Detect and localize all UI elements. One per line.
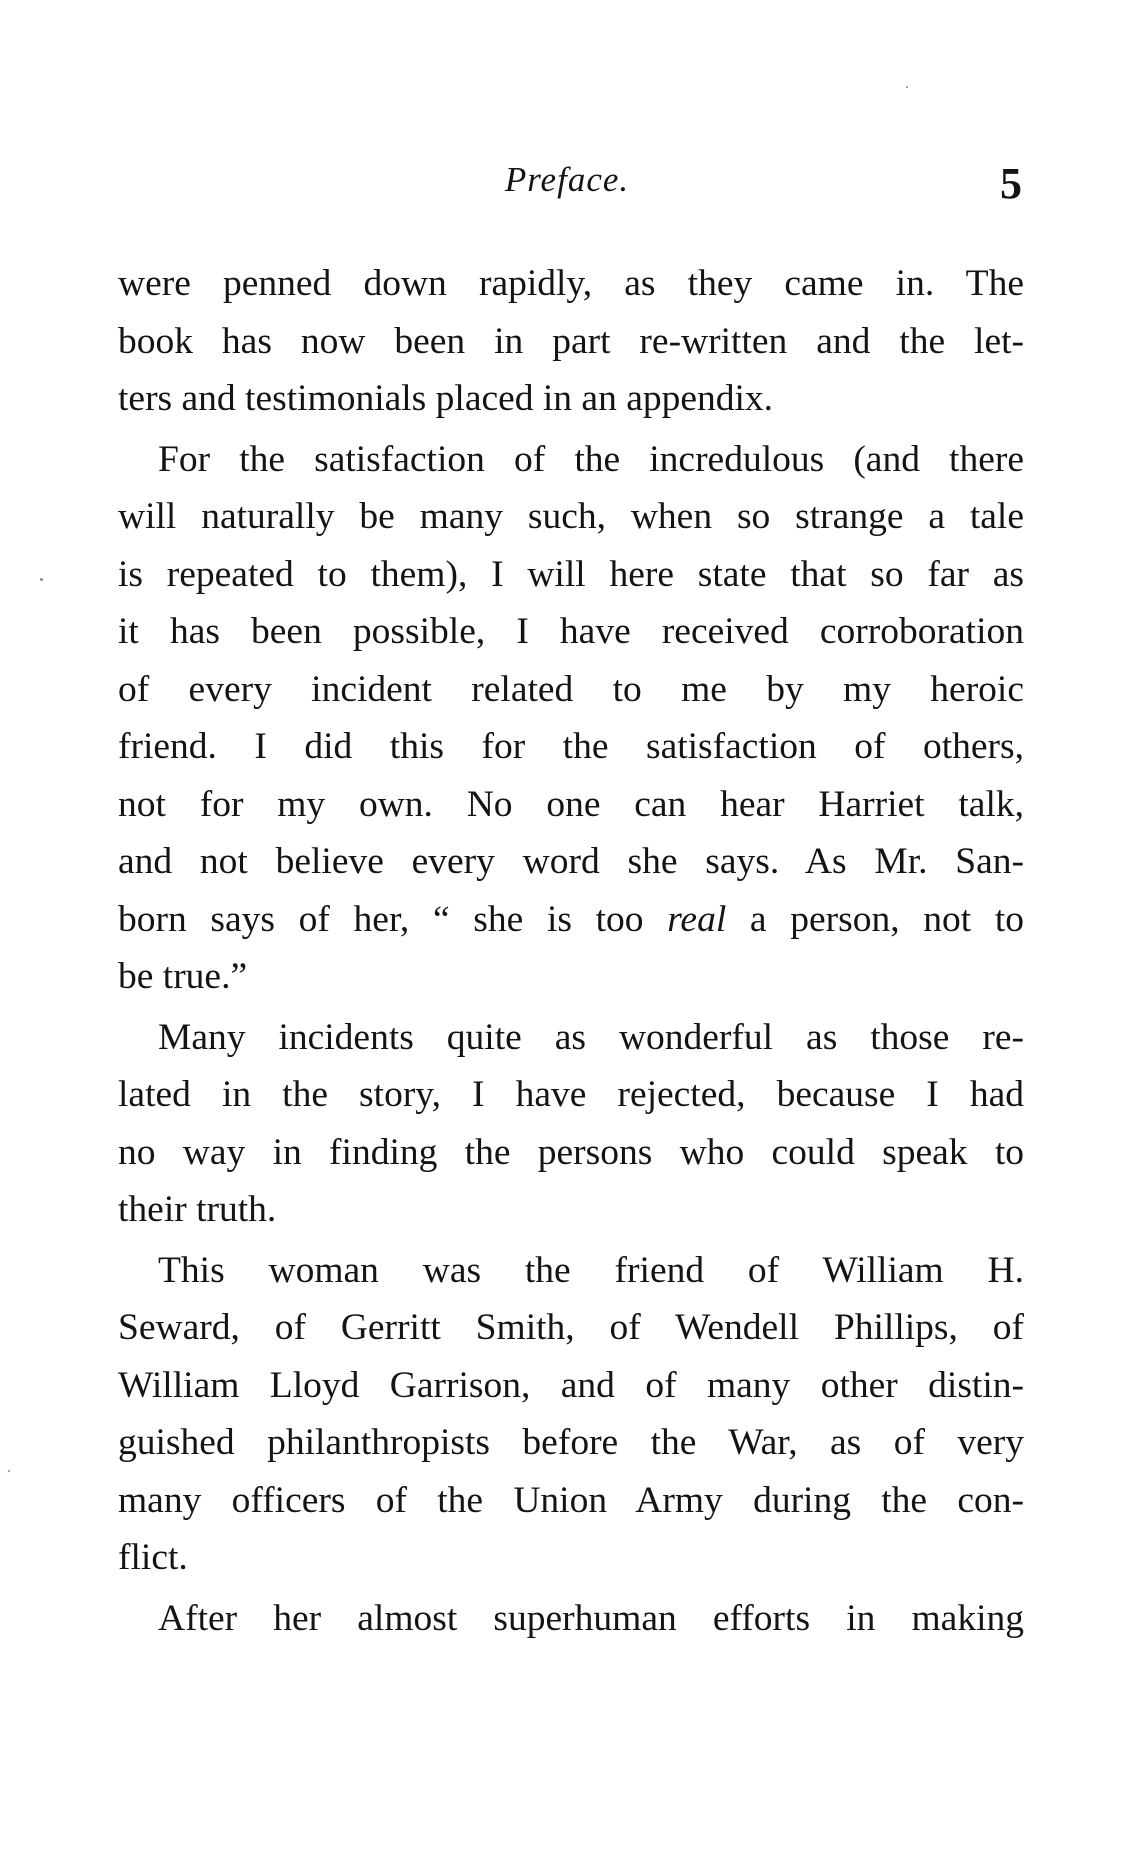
paragraph — [118, 255, 1024, 428]
text-line: book has now been in part re-written and the let- — [118, 320, 1024, 362]
body-text — [118, 255, 1024, 1647]
text-line: their truth. — [118, 1189, 277, 1230]
text-line: no way in finding the persons who could speak to — [118, 1131, 1024, 1173]
paragraph — [118, 1590, 1024, 1648]
emphasis-word: real — [667, 898, 727, 940]
text-line: After her almost superhuman efforts in making — [158, 1597, 1024, 1639]
page-number: 5 — [1000, 159, 1022, 208]
text-line: is repeated to them), I will here state that so far as — [118, 553, 1024, 595]
text-line-with-emphasis — [118, 891, 1024, 949]
quote-text-after: a person, not to — [726, 898, 1024, 940]
text-line: William Lloyd Garrison, and of many other distin- — [118, 1364, 1024, 1406]
text-line: friend. I did this for the satisfaction of others, — [118, 726, 1024, 767]
running-title: Preface. — [504, 160, 630, 199]
scan-speck — [8, 1470, 10, 1472]
text-line: will naturally be many such, when so strange a tale — [118, 496, 1024, 537]
text-line: be true.” — [118, 956, 248, 997]
paragraph — [118, 1009, 1024, 1239]
text-line: lated in the story, I have rejected, because I had — [118, 1074, 1024, 1115]
text-line: ters and testimonials placed in an appendix. — [118, 378, 774, 419]
text-line: Seward, of Gerritt Smith, of Wendell Phillips, of — [118, 1307, 1024, 1348]
text-line: many officers of the Union Army during the con- — [118, 1479, 1024, 1521]
text-line: Many incidents quite as wonderful as those re- — [158, 1016, 1024, 1058]
text-line: not for my own. No one can hear Harriet talk, — [118, 783, 1024, 825]
text-line: For the satisfaction of the incredulous (and there — [158, 438, 1024, 480]
paragraph — [118, 431, 1024, 1006]
scan-speck — [40, 578, 43, 581]
text-line: it has been possible, I have received corroboration — [118, 611, 1024, 652]
quote-text-before: born says of her, “ she is too — [118, 898, 668, 940]
text-line: guished philanthropists before the War, as of very — [118, 1422, 1024, 1463]
text-line: of every incident related to me by my heroic — [118, 668, 1024, 710]
text-line: flict. — [118, 1537, 188, 1578]
text-line: This woman was the friend of William H. — [158, 1249, 1024, 1291]
running-head — [0, 158, 1134, 218]
text-line: and not believe every word she says. As Mr. San- — [118, 841, 1024, 882]
paragraph — [118, 1242, 1024, 1587]
scan-speck — [906, 86, 908, 88]
text-line: were penned down rapidly, as they came in. The — [118, 263, 1024, 304]
